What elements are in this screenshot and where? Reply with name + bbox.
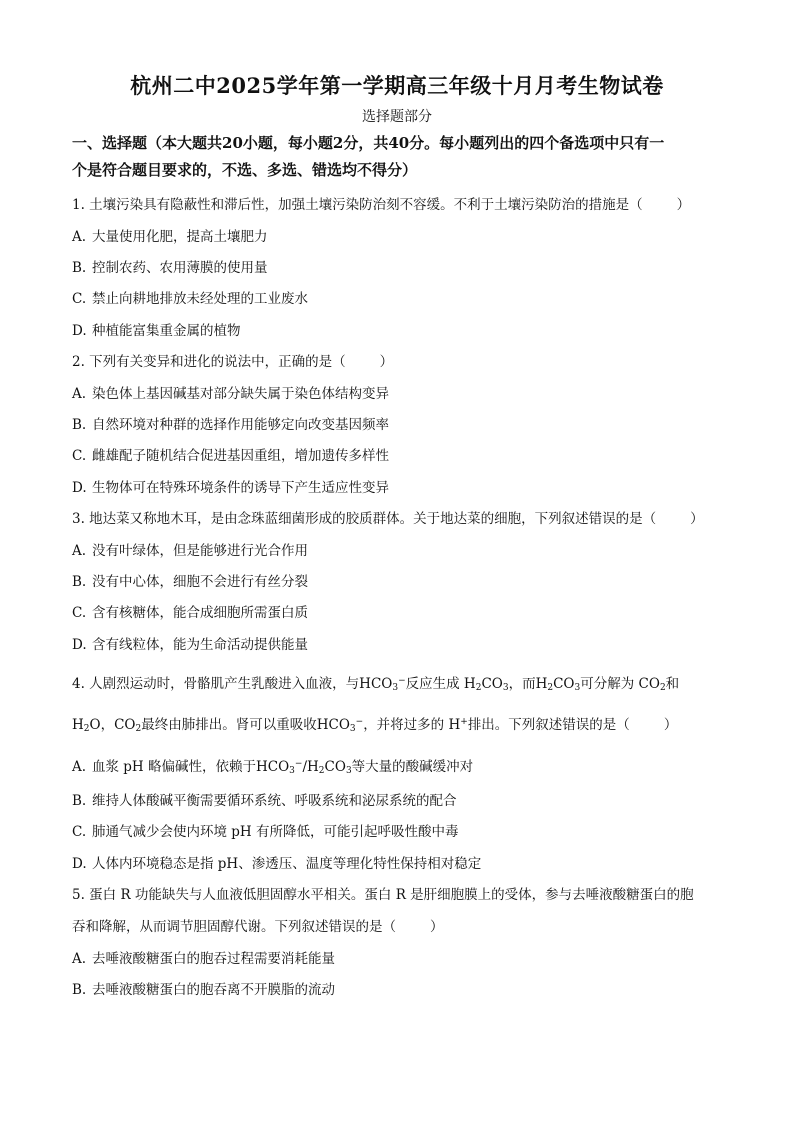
text-fragment: 血浆 pH 略偏碱性，依赖于 (92, 759, 256, 775)
question-5-option-b (72, 981, 335, 999)
text-fragment: B. (72, 793, 87, 809)
text-fragment: 3 (392, 683, 399, 693)
text-fragment: ，而 (508, 676, 536, 692)
text-fragment: 3 (574, 683, 581, 693)
question-2-option-b (72, 416, 389, 434)
question-5-stem-line-1: 5. 蛋白 R 功能缺失与人血液低胆固醇水平相关。蛋白 R 是肝细胞膜上的受体，参与去唾液酸糖蛋白的胞 (72, 887, 694, 903)
text-fragment: − (398, 676, 406, 686)
text-fragment: 2 (475, 683, 482, 693)
text-fragment: B. (72, 982, 87, 998)
question-5-option-a (72, 950, 335, 968)
text-fragment: 自然环境对种群的选择作用能够定向改变基因频率 (92, 417, 389, 433)
text-fragment: A. (72, 759, 87, 775)
text-fragment: 染色体上基因碱基对部分缺失属于染色体结构变异 (92, 386, 389, 402)
text-fragment: 3. 地达菜又称地木耳，是由念珠蓝细菌形成的胶质群体。关于地达菜的细胞，下列叙述错误的是（ (72, 511, 657, 527)
text-fragment: ） (690, 511, 704, 527)
text-fragment: H (463, 676, 476, 692)
question-1-option-b (72, 259, 268, 277)
text-fragment: 2. 下列有关变异和进化的说法中，正确的是（ (72, 354, 346, 370)
text-fragment: ） (379, 354, 394, 370)
text-fragment: A. (72, 229, 87, 245)
text-fragment: 控制农药、农用薄膜的使用量 (92, 260, 268, 276)
text-fragment: 2 (547, 683, 554, 693)
text-fragment: CO (481, 676, 503, 692)
question-3-stem (72, 510, 704, 528)
text-fragment: / (302, 759, 308, 775)
text-fragment: + (460, 717, 468, 727)
text-fragment: 3 (349, 724, 356, 734)
text-fragment: CO (553, 676, 575, 692)
question-4-stem-line-2 (72, 713, 677, 738)
text-fragment: 3 (345, 766, 352, 776)
text-fragment: H (448, 717, 461, 733)
question-3-option-b (72, 573, 308, 591)
text-fragment: CO (324, 759, 346, 775)
text-fragment: 3 (502, 683, 509, 693)
text-fragment: H (307, 759, 319, 775)
text-fragment: C. (72, 291, 87, 307)
question-5-stem-line-2 (72, 918, 444, 936)
text-fragment: 反应生成 (405, 676, 460, 692)
question-1-option-c (72, 290, 308, 308)
text-fragment: 肺通气减少会使内环境 pH 有所降低，可能引起呼吸性酸中毒 (92, 824, 459, 840)
text-fragment: ） (676, 197, 691, 213)
question-2-option-a (72, 385, 389, 403)
text-fragment: CO (638, 676, 660, 692)
formula-bicarbonate (317, 717, 363, 733)
text-fragment: 2 (659, 683, 666, 693)
question-2-stem (72, 353, 393, 371)
question-3-option-d (72, 636, 308, 654)
text-fragment: B. (72, 417, 87, 433)
text-fragment: ，并将过多的 (363, 717, 445, 733)
text-fragment: O (89, 717, 101, 733)
text-fragment: H (72, 717, 84, 733)
question-2-option-c (72, 447, 389, 465)
text-fragment: 含有线粒体，能为生命活动提供能量 (92, 637, 308, 653)
text-fragment: 雌雄配子随机结合促进基因重组，增加遗传多样性 (92, 448, 389, 464)
text-fragment: D. (72, 480, 87, 496)
text-fragment: − (355, 717, 364, 727)
text-fragment: 2 (135, 724, 142, 734)
text-fragment: 去唾液酸糖蛋白的胞吞离不开膜脂的流动 (92, 982, 335, 998)
text-fragment: 没有中心体，细胞不会进行有丝分裂 (92, 574, 308, 590)
text-fragment: H (535, 676, 548, 692)
text-fragment: 4. 人剧烈运动时，骨骼肌产生乳酸进入血液，与 (72, 676, 360, 692)
text-fragment: 含有核糖体，能合成细胞所需蛋白质 (92, 605, 308, 621)
formula-hydrogen-ion (444, 717, 468, 733)
formula-carbon-dioxide (634, 676, 665, 692)
text-fragment: ） (430, 919, 444, 935)
text-fragment: 排出。下列叙述错误的是（ (467, 717, 630, 733)
formula-water (72, 717, 101, 733)
text-fragment: D. (72, 856, 87, 872)
text-fragment: 1. 土壤污染具有隐蔽性和滞后性，加强土壤污染防治刻不容缓。不利于土壤污染防治的措施是（ (72, 197, 643, 213)
question-2-option-d (72, 479, 389, 497)
text-fragment: 3 (289, 766, 295, 776)
text-fragment: CO (114, 717, 136, 733)
question-1-option-d (72, 322, 241, 340)
text-fragment: C. (72, 605, 87, 621)
exam-title: 杭州二中2025学年第一学期高三年级十月月考生物试卷 (130, 73, 664, 98)
text-fragment: ） (663, 717, 678, 733)
formula-carbonic-acid (536, 676, 581, 692)
formula-carbon-dioxide (114, 717, 141, 733)
question-4-stem-line-1 (72, 672, 679, 697)
question-3-option-c (72, 604, 308, 622)
text-fragment: 和 (665, 676, 680, 692)
text-fragment: C. (72, 824, 87, 840)
text-fragment: 生物体可在特殊环境条件的诱导下产生适应性变异 (92, 480, 389, 496)
text-fragment: A. (72, 951, 87, 967)
text-fragment: 去唾液酸糖蛋白的胞吞过程需要消耗能量 (92, 951, 335, 967)
text-fragment: 维持人体酸碱平衡需要循环系统、呼吸系统和泌尿系统的配合 (92, 793, 457, 809)
text-fragment: − (294, 759, 303, 769)
text-fragment: 等大量的酸碱缓冲对 (351, 759, 474, 775)
text-fragment: 2 (318, 766, 325, 776)
text-fragment: 吞和降解，从而调节胆固醇代谢。下列叙述错误的是（ (72, 919, 396, 935)
text-fragment: A. (72, 543, 87, 559)
question-4-option-d (72, 855, 481, 873)
text-fragment: 种植能富集重金属的植物 (92, 323, 241, 339)
text-fragment: 最终由肺排出。肾可以重吸收 (141, 717, 317, 733)
formula-buffer-pair (256, 759, 352, 775)
formula-carbonic-acid (460, 676, 509, 692)
text-fragment: HCO (359, 676, 393, 692)
text-fragment: D. (72, 637, 87, 653)
section-instructions-line-1: 一、选择题（本大题共20小题，每小题2分，共40分。每小题列出的四个备选项中只有一 (72, 134, 665, 152)
part-heading: 选择题部分 (362, 109, 432, 125)
question-4-option-b (72, 792, 457, 810)
text-fragment: B. (72, 574, 87, 590)
text-fragment: 禁止向耕地排放未经处理的工业废水 (92, 291, 308, 307)
text-fragment: 2 (83, 724, 90, 734)
text-fragment: D. (72, 323, 87, 339)
text-fragment: 可分解为 (580, 676, 635, 692)
text-fragment: A. (72, 386, 87, 402)
text-fragment: HCO (256, 759, 290, 775)
text-fragment: 大量使用化肥，提高土壤肥力 (92, 229, 268, 245)
formula-bicarbonate (359, 676, 405, 692)
text-fragment: B. (72, 260, 87, 276)
text-fragment: C. (72, 448, 87, 464)
question-1-stem (72, 196, 690, 214)
section-instructions-line-2: 个是符合题目要求的，不选、多选、错选均不得分） (72, 161, 418, 179)
text-fragment: 人体内环境稳态是指 pH、渗透压、温度等理化特性保持相对稳定 (92, 856, 482, 872)
question-4-option-c (72, 823, 459, 841)
question-4-option-a (72, 755, 473, 780)
question-1-option-a (72, 228, 268, 246)
text-fragment: 没有叶绿体，但是能够进行光合作用 (92, 543, 308, 559)
question-3-option-a (72, 542, 308, 560)
text-fragment: ， (100, 717, 115, 733)
text-fragment: HCO (316, 717, 350, 733)
